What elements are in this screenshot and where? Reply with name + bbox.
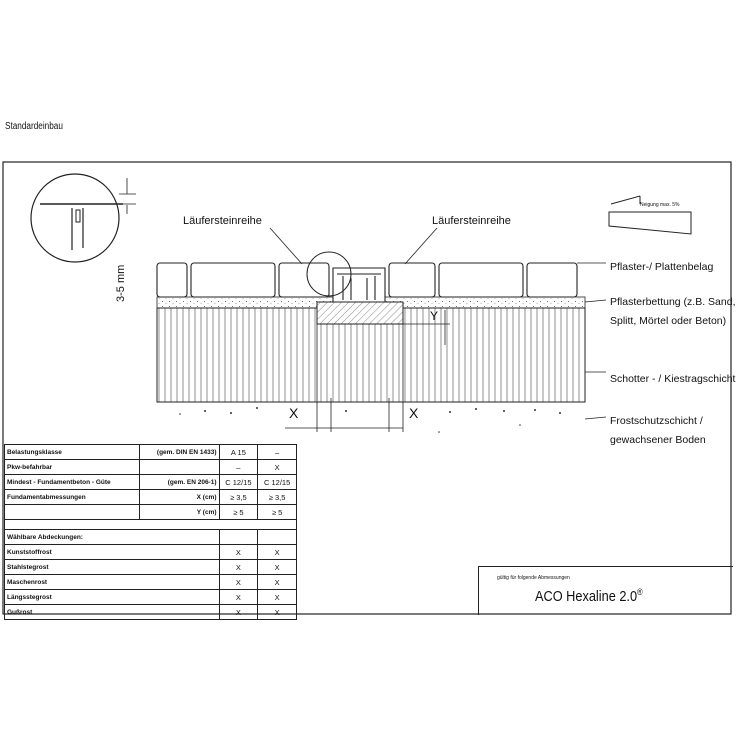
svg-text:Schotter - / Kiestragschicht: Schotter - / Kiestragschicht bbox=[610, 373, 736, 385]
layer-labels bbox=[610, 261, 736, 446]
svg-text:gewachsener Boden: gewachsener Boden bbox=[610, 434, 706, 446]
foundation-block bbox=[317, 302, 403, 324]
detail-magnifier bbox=[31, 174, 136, 262]
dim-y: Y bbox=[430, 309, 439, 323]
product-name: ACO Hexaline 2.0® bbox=[535, 587, 643, 605]
title-block-note: gültig für folgende Abmessungen bbox=[497, 575, 570, 581]
svg-text:Pflaster-/ Plattenbelag: Pflaster-/ Plattenbelag bbox=[610, 261, 714, 273]
svg-text:Pflasterbettung (z.B. Sand,: Pflasterbettung (z.B. Sand, bbox=[610, 296, 736, 308]
drainage-channel bbox=[333, 268, 385, 302]
svg-text:Splitt, Mörtel oder Beton): Splitt, Mörtel oder Beton) bbox=[610, 315, 727, 327]
runner-label-right: Läufersteinreihe bbox=[432, 215, 511, 227]
registered-mark: ® bbox=[637, 587, 643, 597]
dim-x-left: X bbox=[289, 405, 299, 421]
page-title: Standardeinbau bbox=[5, 121, 63, 132]
title-block bbox=[478, 566, 733, 615]
slope-label: Neigung max. 5% bbox=[640, 202, 680, 208]
dim-x-right: X bbox=[409, 405, 419, 421]
spec-table: Belastungsklasse (gem. DIN EN 1433) A 15 – Pkw-befahrbar – X Mindest - Fundamentbeton - Güte (gem. EN 206-1) C 12/15 C 12/15 Fundamentabmessungen X (cm) ≥ 3,5 ≥ 3,5 Y (cm) ≥ 5 ≥ 5 Wählbare Abdeckungen: Kunststoffrost X X Stahlstegrost X X Maschenrost X X Längsstegrost X X Gußrost X X bbox=[4, 444, 297, 620]
soil-dots bbox=[179, 407, 561, 433]
svg-text:Frostschutzschicht /: Frostschutzschicht / bbox=[610, 415, 703, 427]
runner-label-left: Läufersteinreihe bbox=[183, 215, 262, 227]
dimension-3-5mm: 3-5 mm bbox=[115, 264, 127, 302]
